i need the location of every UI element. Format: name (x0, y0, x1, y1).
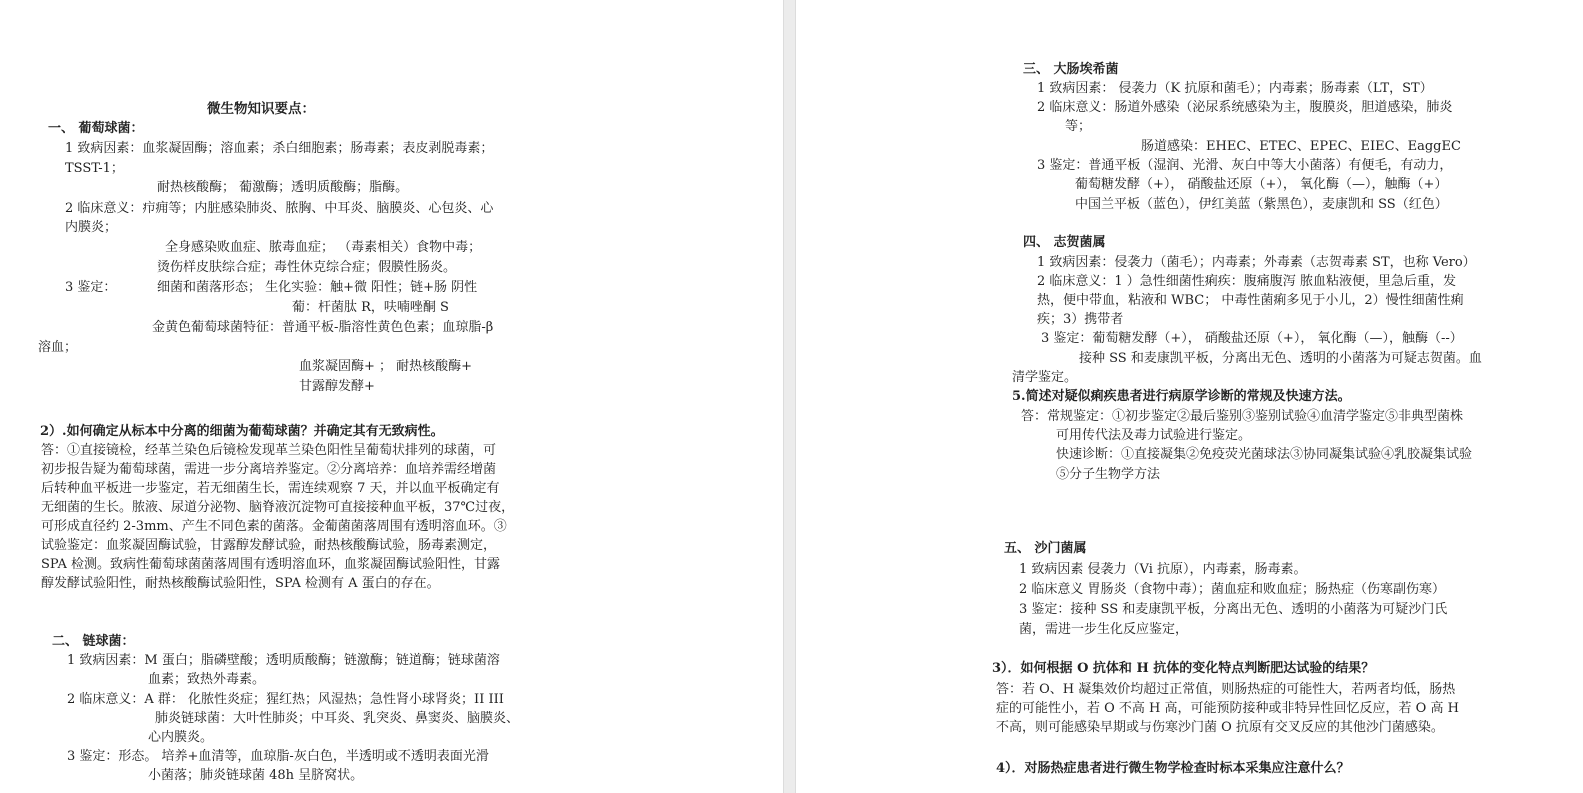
text-line: 2 临床意义：肠道外感染（泌尿系统感染为主，腹膜炎，胆道感染，肺炎 (1037, 100, 1453, 115)
text-line: 1 致病因素： 侵袭力（K 抗原和菌毛）；内毒素；肠毒素（LT，ST） (1037, 81, 1433, 96)
text-line: 2 临床意义 胃肠炎（食物中毒）；菌血症和败血症；肠热症（伤寒副伤寒） (1019, 582, 1446, 597)
answer-line: 答：常规鉴定：①初步鉴定②最后鉴别③鉴别试验④血清学鉴定⑤非典型菌株 (1021, 409, 1464, 424)
text-line: 疾；3）携带者 (1037, 312, 1124, 327)
text-line: 清学鉴定。 (1012, 370, 1078, 385)
text-line: 肺炎链球菌：大叶性肺炎；中耳炎、乳突炎、鼻窦炎、脑膜炎、 (155, 711, 520, 726)
section-heading-staphylococcus: 一、 葡萄球菌： (48, 121, 144, 136)
answer-line: 试验鉴定：血浆凝固酶试验，甘露醇发酵试验，耐热核酸酶试验，肠毒素测定， (41, 538, 497, 553)
text-line: TSST-1； (65, 161, 124, 176)
text-line: 3 鉴定：普通平板（湿润、光滑、灰白中等大小菌落）有便毛，有动力， (1037, 158, 1453, 173)
text-line: 3 鉴定：接种 SS 和麦康凯平板，分离出无色、透明的小菌落为可疑沙门氏 (1019, 602, 1448, 617)
text-line: 菌，需进一步生化反应鉴定， (1019, 622, 1189, 637)
question-heading: 4）．对肠热症患者进行微生物学检查时标本采集应注意什么？ (996, 761, 1350, 776)
text-line: 接种 SS 和麦康凯平板，分离出无色、透明的小菌落为可疑志贺菌。血 (1079, 351, 1482, 366)
section-heading-streptococcus: 二、 链球菌： (52, 634, 135, 649)
text-line: 1 致病因素：血浆凝固酶；溶血素；杀白细胞素；肠毒素；表皮剥脱毒素； (65, 141, 494, 156)
question-heading: 2）.如何确定从标本中分离的细菌为葡萄球菌？并确定其有无致病性。 (40, 424, 444, 439)
text-line: 小菌落；肺炎链球菌 48h 呈脐窝状。 (148, 768, 364, 783)
text-line: 1 致病因素：侵袭力（菌毛）；内毒素；外毒素（志贺毒素 ST，也称 Vero） (1037, 255, 1476, 270)
text-line: 3 鉴定： (65, 280, 117, 295)
text-line: 3 鉴定：葡萄糖发酵（+）， 硝酸盐还原（+）， 氧化酶（—），触酶（--） (1041, 331, 1463, 346)
document-page-right (796, 0, 1583, 793)
answer-line: 答：若 O、H 凝集效价均超过正常值，则肠热症的可能性大，若两者均低，肠热 (996, 682, 1456, 697)
document-title: 微生物知识要点： (207, 101, 315, 117)
answer-line: 初步报告疑为葡萄球菌，需进一步分离培养鉴定。②分离培养：血培养需经增菌 (41, 462, 497, 477)
text-line: 甘露醇发酵+ (299, 379, 375, 394)
answer-line: 醇发酵试验阳性，耐热核酸酶试验阳性，SPA 检测有 A 蛋白的存在。 (41, 576, 440, 591)
text-line: 内膜炎； (65, 220, 118, 235)
answer-line: 无细菌的生长。脓液、尿道分泌物、脑脊液沉淀物可直接接种血平板，37℃过夜， (41, 500, 515, 515)
answer-line: 可用传代法及毒力试验进行鉴定。 (1056, 428, 1252, 443)
section-heading-e-coli: 三、 大肠埃希菌 (1023, 62, 1119, 77)
text-line: 血素；致热外毒素。 (148, 672, 266, 687)
section-heading-salmonella: 五、 沙门菌属 (1004, 541, 1087, 556)
text-line: 1 致病因素 侵袭力（Vi 抗原），内毒素，肠毒素。 (1019, 562, 1307, 577)
answer-line: 不高，则可能感染早期或与伤寒沙门菌 O 抗原有交叉反应的其他沙门菌感染。 (996, 720, 1444, 735)
text-line: 肠道感染：EHEC、ETEC、EPEC、EIEC、EaggEC (1141, 139, 1461, 154)
answer-line: SPA 检测。致病性葡萄球菌菌落周围有透明溶血环，血浆凝固酶试验阳性，甘露 (41, 557, 500, 572)
text-line: 心内膜炎。 (148, 730, 214, 745)
text-line: 2 临床意义：1 ）急性细菌性痢疾：腹痛腹泻 脓血粘液便，里急后重，发 (1037, 274, 1456, 289)
answer-line: 症的可能性小，若 O 不高 H 高，可能预防接种或非特异性回忆反应，若 O 高 H (996, 701, 1459, 716)
text-line: 等； (1065, 119, 1092, 134)
text-line: 热，便中带血，粘液和 WBC； 中毒性菌痢多见于小儿，2）慢性细菌性痢 (1037, 293, 1464, 308)
answer-line: 后转种血平板进一步鉴定，若无细菌生长，需连续观察 7 天，并以血平板确定有 (41, 481, 500, 496)
text-line: 中国兰平板（蓝色），伊红美蓝（紫黑色），麦康凯和 SS（红色） (1075, 197, 1448, 212)
text-line: 葡萄糖发酵（+）， 硝酸盐还原（+）， 氧化酶（—），触酶（+） (1075, 177, 1448, 192)
document-page-left (0, 0, 783, 793)
text-line: 葡：杆菌肽 R，呋喃唑酮 S (292, 300, 449, 315)
text-line: 金黄色葡萄球菌特征：普通平板-脂溶性黄色色素；血琼脂-β (152, 320, 494, 335)
answer-line: ⑤分子生物学方法 (1056, 467, 1161, 482)
text-line: 细菌和菌落形态； 生化实验：触+微 阳性；链+肠 阴性 (157, 280, 478, 295)
text-line: 血浆凝固酶+ ； 耐热核酸酶+ (299, 359, 473, 374)
text-line: 溶血； (38, 340, 78, 355)
text-line: 3 鉴定：形态。 培养+血清等，血琼脂-灰白色，半透明或不透明表面光滑 (67, 749, 489, 764)
question-heading: 5.简述对疑似痢疾患者进行病原学诊断的常规及快速方法。 (1012, 389, 1351, 404)
answer-line: 快速诊断：①直接凝集②免疫荧光菌球法③协同凝集试验④乳胶凝集试验 (1056, 447, 1473, 462)
answer-line: 答：①直接镜检，经革兰染色后镜检发现革兰染色阳性呈葡萄状排列的球菌，可 (41, 443, 497, 458)
text-line: 2 临床意义：A 群： 化脓性炎症；猩红热；风湿热；急性肾小球肾炎；II III (67, 692, 504, 707)
answer-line: 可形成直径约 2-3mm、产生不同色素的菌落。金葡菌菌落周围有透明溶血环。③ (41, 519, 507, 534)
section-heading-shigella: 四、 志贺菌属 (1023, 235, 1106, 250)
text-line: 2 临床意义：疖痈等；内脏感染肺炎、脓胸、中耳炎、脑膜炎、心包炎、心 (65, 201, 494, 216)
text-line: 1 致病因素：M 蛋白；脂磷壁酸；透明质酸酶；链激酶；链道酶；链球菌溶 (67, 653, 500, 668)
text-line: 烫伤样皮肤综合症；毒性休克综合症；假膜性肠炎。 (157, 260, 457, 275)
page-gutter (783, 0, 796, 793)
text-line: 耐热核酸酶； 葡激酶；透明质酸酶；脂酶。 (157, 180, 409, 195)
text-line: 全身感染败血症、脓毒血症； （毒素相关）食物中毒； (165, 240, 482, 255)
question-heading: 3）．如何根据 O 抗体和 H 抗体的变化特点判断肥达试验的结果？ (992, 661, 1375, 676)
